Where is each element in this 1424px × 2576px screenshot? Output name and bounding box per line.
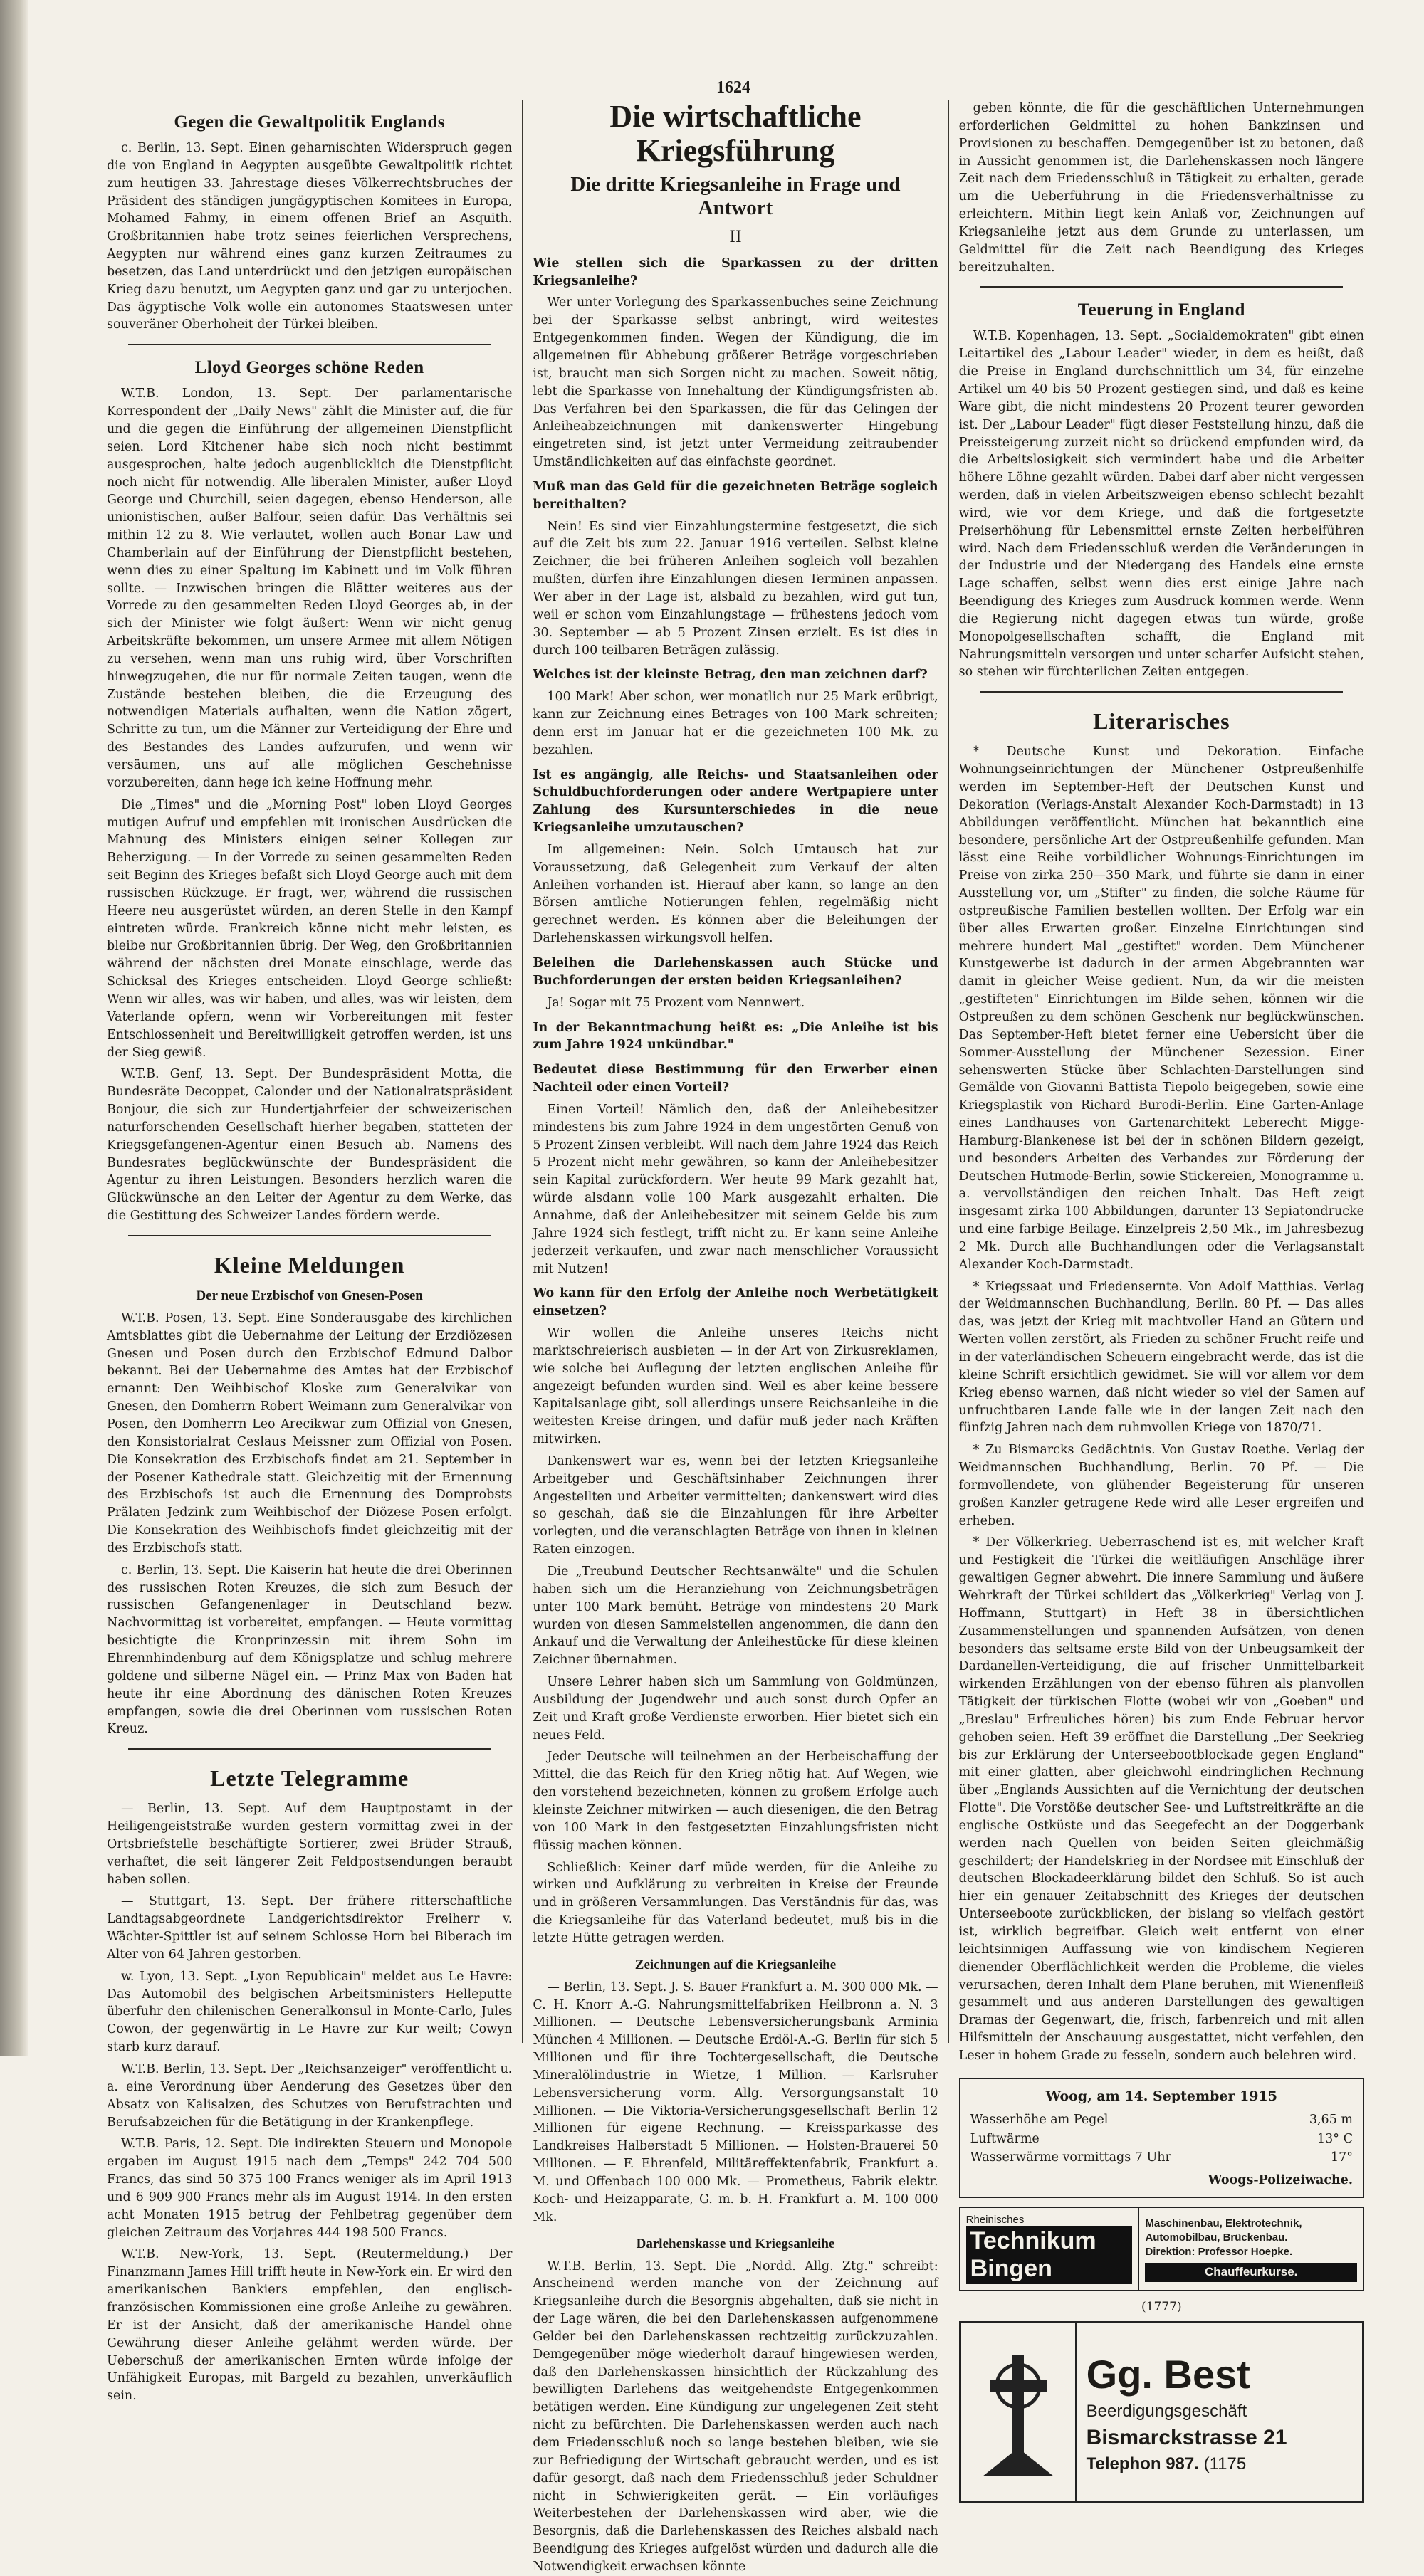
- heading-zeichnungen: Zeichnungen auf die Kriegsanleihe: [634, 1957, 837, 1972]
- answer: Unsere Lehrer haben sich um Sammlung von Goldmünzen, Ausbildung der Jugendwehr und auch sonst durch Opfer an Zeit und Kraft große Verdienste erworben. Hier bietet sich ein neues Feld.: [533, 1675, 938, 1742]
- woog-value: 13° C: [1317, 2131, 1353, 2146]
- review-kunst-dekoration: * Deutsche Kunst und Dekoration. Einfache Wohnungseinrichtungen der Münchener Ostpreußenhilfe werden im September-Heft der Deutschen Kunst und Dekoration (Verlags-Anstalt Alexander Koch-Darmstadt) in 13 Abbildungen veröffentlicht. München hat bekanntlich eine besondere, persönliche Art der Ostpreußenhilfe gefunden. Man lässt eine Reihe vorbildlicher Wohnungs-Einrichtungen im Preise von zirka 250—350 Mark, und führte sie dann in einer Ausstellung vor, um „Stifter" zu finden, die solche Räume für ostpreußische Familien bestellen wollten. Der Erfolg war ein über alles Erwarten großer. Einzelne Einrichtungen sind mehrere hundert Mal „gestiftet" worden. Dem Münchener Kunstgewerbe ist dadurch in der armen Abgebrannten war damit in gleicher Weise gedient. Nun, da wir die meisten „gestifteten" Einrichtungen im Bilde sehen, können wir die Ostpreußen zu dem schönen Geschenk nur beglückwünschen. Das September-Heft bietet ferner eine Uebersicht über die Sommer-Ausstellung der Münchener Sezession. Einer sehenswerten Stücke über Schlachten-Darstellungen sind Gemälde von Giovanni Battista Tiepolo beigegeben, sowie eine Kriegsplastik von Richard Burodi-Berlin. Eine Garten-Anlage eines Landhauses von Gartenarchitekt Leberecht Migge-Hamburg-Blankenese ist bei der in schönen Bildern gezeigt, und besonders Arbeiten des Verbandes zur Förderung der Deutschen Hutmode-Berlin, sowie Stickereien, Monogramme u. a. vervollständigen den reichen Inhalt. Das Heft zeigt insgesamt zirka 100 Abbildungen, darunter 13 Sepiatondrucke und eine farbige Beilage. Einzelpreis 2,50 Mk., im Jahresbezug 2 Mk. Durch alle Buchhandlungen oder die Verlagsanstalt Alexander Koch-Darmstadt.: [958, 745, 1364, 1272]
- article-lloyd-george-1: W.T.B. London, 13. Sept. Der parlamentarische Korrespondent der „Daily News" zählt die Minister auf, die für und die gegen die Einführung der allgemeinen Dienstpflicht seien. Lord Kitchener habe sich noch nicht bestimmt ausgesprochen, halte jedoch augenblicklich die Dienstpflicht noch nicht für notwendig. Alle liberalen Minister, außer Lloyd George und Churchill, seien dagegen, ebenso Henderson, alle unionistischen, außer Balfour, seien dafür. Das Verhältnis sei mithin 12 zu 8. Wie verlautet, wollen auch Bonar Law und Chamberlain auf der Einführung der Dienstpflicht bestehen, wenn dies zu einer Spaltung im Kabinett und im Volk führen sollte. — Inzwischen bringen die Blätter weiteres aus der Vorrede zu den gesammelten Reden Lloyd Georges ab, in der sich der Minister wie folgt äußert: Wenn wir nicht genug Arbeitskräfte bekommen, um unsere Armee mit allem Nötigen zu versehen, wenn man uns ruhig wird, über Vorschriften hinwegzugehen, die nur für normale Zeiten taugen, wenn die Zustände bestehen bleiben, die die Erzeugung des notwendigen Materials aufhalten, wenn die Nation zögert, Schritte zu tun, um die Männer zur Verteidigung der Ehre und des Bestandes des Landes aufzurufen, und wenn wir versäumen, uns auf alle möglichen Geschehnisse vorzubereiten, dann hege ich keine Hoffnung mehr.: [107, 387, 513, 790]
- telegram-paris: W.T.B. Paris, 12. Sept. Die indirekten Steuern und Monopole ergaben im August 1915 nach dem „Temps" 242 704 500 Francs, das sind 50 375 100 Francs weniger als im April 1913 und 6 909 900 Francs mehr als im August 1914. In den ersten acht Monaten 1915 betrug der Fehlbetrag gegenüber dem gleichen Zeitraum des Vorjahres 444 198 500 Francs.: [107, 2137, 513, 2240]
- woog-row: [970, 2148, 1353, 2167]
- review-kriegssaat: * Kriegssaat und Friedensernte. Von Adolf Matthias. Verlag der Weidmannschen Buchhandlung, Berlin. 80 Pf. — Das alles das, was jetzt der Krieg mit machtvoller Hand an Gütern und Werten vollen zerstört, als Frieden zu schöner Frucht reife und in der vaterländischen Scheuern eingebracht werde, das ist die kleine Schrift ersichtlich gewidmet. Sie will vor allem vor dem Krieg ebenso warnen, daß nicht wieder so viel der Samen auf unfruchtbaren Lande falle wie in der langen Zeit nach den fünfzig Jahren nach dem ruhmvollen Kriege von 1870/71.: [958, 1279, 1364, 1436]
- telegram-reichsanzeiger: W.T.B. Berlin, 13. Sept. Der „Reichsanzeiger" veröffentlicht u. a. eine Verordnung über Aenderung des Gesetzes über den Absatz von Kalisalzen, des Schutzes von Berufstrachten und Berufsabzeichen für die Betätigung in der Krankenpflege.: [107, 2062, 513, 2130]
- answer: Die „Treubund Deutscher Rechtsanwälte" und die Schulen haben sich um die Heranziehung von Zeichnungsbeträgen unter 100 Mark bemüht. Beträge von mindestens 20 Mark wurden von diesen Sammelstellen angenommen, die dann den Ankauf und die Verwaltung der Anleihestücke für diese kleinen Zeichner übernahmen.: [533, 1565, 938, 1668]
- review-bismarck: * Zu Bismarcks Gedächtnis. Von Gustav Roethe. Verlag der Weidmannschen Buchhandlung, Berlin. 70 Pf. — Die formvollendete, von glühender Begeisterung für unseren großen Kanzler getragene Rede wird alle Leser ergreifen und erheben.: [958, 1443, 1364, 1528]
- article-lloyd-george-2: Die „Times" und die „Morning Post" loben Lloyd Georges mutigen Aufruf und empfehlen mit ironischen Ausdrücken die Mahnung des Ministers einigen seiner Kollegen zur Beherzigung. — In der Vorrede zu seinen gesammelten Reden seit Beginn des Krieges befaßt sich Lloyd George auch mit dem russischen Rückzuge. Er fragt, wer, während die russischen Heere neu ausgerüstet würden, an deren Stelle in den Kampf eintreten würde. Frankreich könne nicht mehr leisten, es bleibe nur Großbritannien übrig. Der Weg, den Großbritannien während der nächsten drei Monate einschlage, werde das Schicksal des Krieges entscheiden. Lloyd George schließt: Wenn wir alles, was wir haben, und alles, was wir leisten, dem Vaterlande opfern, wenn wir Vorbereitungen mit fester Entschlossenheit und Bereitwilligkeit getroffen werden, ist uns der Sieg gewiß.: [107, 797, 513, 1060]
- woog-value: 17°: [1330, 2150, 1353, 2165]
- woog-label: Wasserwärme vormittags 7 Uhr: [970, 2150, 1171, 2165]
- review-voelkerkrieg: * Der Völkerkrieg. Ueberraschend ist es, mit welcher Kraft und Festigkeit die Türkei die weitläufigen Anschläge ihrer gewaltigen Gegner abwehrt. Die innere Sammlung und äußere Wehrkraft der Türkei schildert das „Völkerkrieg" Verlag von J. Hoffmann, Stuttgart) in Heft 38 in übersichtlichen Zusammenstellungen und spannenden Aufsätzen, von denen besonders das seltsame erste Bild von der Unbeugsamkeit der Dardanellen-Verteidigung, die auf frischer Unmittelbarkeit wirkenden Erzählungen von der ebenso führen als planvollen Tätigkeit der türkischen Flotte (wobei wir von „Goeben" und „Breslau" Erfreuliches hören) bis zum Ende Februar hervor gehoben seien. Heft 39 eröffnet die Darstellung „Der Seekrieg bis zur Erklärung der Unterseebootblockade gegen England" mit einer glatten, aber gleichwohl eindringlichen Rechnung über „Englands Aussichten auf die Vernichtung der deutschen Flotte". Die Vorstöße deutscher See- und Luftstreitkräfte an die englische Ostküste und das Seegefecht an der Doggerbank werden nach Quellen von beiden Seiten gleichmäßig geschildert; der Handelskrieg in der Nordsee mit Einschluß der deutschen Blockadeerklärung bildet den Schluß. So ist auch hier ein genauer Zeitabschnitt des Krieges der deutschen Unterseeboote zurückblicken, der bislang so vielfach gestört ist, wirklich begreifbar. Gleich weit entfernt von einer leichtsinnigen Auffassung wie von kindischem Negieren dienender Oberflächlichkeit werden die Probleme, die vieles verursachen, deren Inhalt dem Plane beruhen, mit Wienenfleiß gesammelt und aus anderen Darstellungen des gewaltigen Dramas der Gegenwart, die, frisch, farbenreich und mit allen Hilfsmitteln der Anschauung ausgestattet, nicht verfehlen, den Leser in hohem Grade zu fesseln, sondern auch belehren wird.: [958, 1535, 1364, 2063]
- heading-letzte-telegramme: Letzte Telegramme: [210, 1765, 409, 1792]
- telegram-stuttgart: — Stuttgart, 13. Sept. Der frühere ritterschaftliche Landtagsabgeordnete Landgerichtsdirektor Freiherr v. Wächter-Spittler ist auf seinem Schlosse Horn bei Biberach im Alter von 64 Jahren gestorben.: [107, 1894, 513, 1962]
- answer: Schließlich: Keiner darf müde werden, für die Anleihe zu wirken und Aufklärung zu verbreiten in Kreise der Freunde und in größeren Versammlungen. Das Verständnis für das, was die Kriegsanleihe für das Vaterland bedeutet, muß bis in die letzte Hütte getragen werden.: [533, 1860, 938, 1945]
- answer: Dankenswert war es, wenn bei der letzten Kriegsanleihe Arbeitgeber und Geschäftsinhaber Zeichnungen ihrer Angestellten und Arbeiter vermittelten; dankenswert wird dies so geschah, daß sie die Einzahlungen für ihre Arbeiter vorlegten, und die veranschlagten Beträge von ihnen in kleinen Raten einzogen.: [533, 1453, 938, 1557]
- article-teuerung: W.T.B. Kopenhagen, 13. Sept. „Socialdemokraten" gibt einen Leitartikel des „Labour Leader" wieder, in dem es heißt, daß die Preise in England durchschnittlich um 34, für einzelne Artikel um 40 bis 50 Prozent gestiegen sind, und daß es keine Ware gibt, die nicht mindestens 20 Prozent teurer geworden ist. Der „Labour Leader" fügt dieser Feststellung hinzu, daß die Preissteigerung zurzeit nicht so drückend empfunden wird, da die Arbeitslosigkeit sich vermindert habe und die Arbeiter höhere Löhne gezahlt würden. Dabei darf aber nicht vergessen werden, daß in vielen Arbeitszweigen ebenso schlecht bezahlt wird, wie vor dem Kriege, und daß die fortgesetzte Preiserhöhung für Lebensmittel ernste Zeiten herbeiführen wird. Nach dem Friedensschluß werden die Veränderungen in der Industrie und der Niedergang des Handels eine ernste Lage schaffen, selbst wenn dies erst einige Jahre nach Beendigung des Krieges zum Ausdruck kommen werde. Wenn die Regierung nicht dagegen etwas tun würde, große Monopolgesellschaften schafft, die England mit Nahrungsmitteln versorgen und unter scharfer Aufsicht stehen, so stehen wir fürchterlichen Zeiten entgegen.: [958, 329, 1364, 680]
- article-kaiserin: c. Berlin, 13. Sept. Die Kaiserin hat heute die drei Oberinnen des russischen Roten Kreuzes, die sich zum Besuch der russischen Gefangenenlager in Deutschland bezw. Nachvormittag ist vorbereitet, empfangen. — Heute vormittag besichtigte die Kronprinzessin mit ihrem Sohn im Ehrennhindenburg auf dem Königsplatze und schlug mehrere goldene und silberne Nägel ein. — Prinz Max von Baden hat heute ihr eine Abordnung des dänischen Roten Kreuzes empfangen, sowie die drei Oberinnen vom russischen Roten Kreuz.: [107, 1562, 513, 1737]
- answer: Wer unter Vorlegung des Sparkassenbuches seine Zeichnung bei der Sparkasse selbst anbringt, wird weitestes Entgegenkommen finden. Wegen der Kündigung, die im allgemeinen für Abhebung größerer Beträge vorgeschrieben ist, braucht man sich Sorgen nicht zu machen. Soweit nötig, lebt die Sparkasse von Innehaltung der Kündigungsfristen ab. Das Verfahren bei den Sparkassen, die für das Gelingen der Anleiheabzeichnungen mit dankenswerter Hingebung eingetreten sind, ist jetzt unter Vermeidung zeitraubender Umständlichkeiten auf das einfachste geordnet.: [533, 295, 938, 470]
- ad-best-firm: Gg. Best: [1086, 2351, 1250, 2397]
- question: Wie stellen sich die Sparkassen zu der dritten Kriegsanleihe?: [533, 256, 938, 288]
- ad-best-number: (1175: [1203, 2454, 1247, 2474]
- telegram-new-york: W.T.B. New-York, 13. Sept. (Reutermeldung.) Der Finanzmann James Hill trifft heute in New-York ein. Er wird den amerikanischen Bankiers empfehlen, den englisch-französischen Kommissionen eine große Anleihe zu gewähren. Er ist der Ansicht, daß der amerikanische Handel ohne Gewährung dieser Anleihe gelähmt werden würde. Der Ueberschuß der amerikanischen Ernten würde infolge der Unfähigkeit Europas, mit Bargeld zu bezahlen, unverkäuflich sein.: [107, 2247, 513, 2404]
- article-zeichnungen: — Berlin, 13. Sept. J. S. Bauer Frankfurt a. M. 300 000 Mk. — C. H. Knorr A.-G. Nahrungsmittelfabriken Heilbronn a. N. 3 Millionen. — Deutsche Lebensversicherungsbank Arminia München 4 Millionen. — Deutsche Erdöl-A.-G. Berlin für sich 5 Millionen und für ihre Tochtergesellschaft, die Deutsche Mineralölindustrie in Wietze, 1 Million. — Karlsruher Lebensversicherung vorm. Allg. Versorgungsanstalt 10 Millionen. — Die Viktoria-Versicherungsgesellschaft Berlin 12 Millionen für eigene Rechnung. — Kreissparkasse des Landkreises Halberstadt 5 Millionen. — Holsten-Brauerei 50 Millionen. — F. Ehrenfeld, Militäreffektenfabrik, Frankfurt a. M. und Offenbach 100 000 Mk. — Prometheus, Fabrik elektr. Koch- und Heizapparate, G. m. b. H. Frankfurt a. M. 100 000 Mk.: [533, 1980, 938, 2224]
- article-genf: W.T.B. Genf, 13. Sept. Der Bundespräsident Motta, die Bundesräte Decoppet, Calonder und der Nationalratspräsident Bonjour, die sich zur Hundertjahrfeier der schweizerischen naturforschenden Gesellschaft hierher begaben, statteten der Kriegsgefangenen-Agentur einen Besuch ab. Namens des Bundesrates beglückwünschte der Bundespräsident die Agentur zu ihren Leistungen. Besonders herzlich waren die Glückwünsche an den Leiter der Agentur zu dem Werke, das die Gestittung des Schweizer Landes fördern werde.: [107, 1067, 513, 1224]
- telegram-lyon: w. Lyon, 13. Sept. „Lyon Republicain" meldet aus Le Havre: Das Automobil des belgischen Arbeitsministers Helleputte überfuhr den chilenischen Generalkonsul in Monte-Carlo, Jules Cowon, der gegenwärtig in Le Havre zur Kur weilt; Cowyn starb kurz darauf.: [107, 1969, 513, 2055]
- question: Wo kann für den Erfolg der Anleihe noch Werbetätigkeit einsetzen?: [533, 1286, 938, 1319]
- book-binding-edge: [0, 0, 28, 2056]
- divider: [980, 286, 1343, 288]
- ad-technikum-name: Technikum Bingen: [966, 2226, 1133, 2284]
- question: Muß man das Geld für die gezeichneten Beträge sogleich bereithalten?: [533, 479, 938, 512]
- divider: [128, 1748, 491, 1750]
- woog-heading: Woog, am 14. September 1915: [1045, 2088, 1277, 2104]
- divider: [980, 691, 1343, 693]
- ad-technikum-bar: Chauffeurkurse.: [1145, 2263, 1357, 2282]
- ad-best-phone-text: Telephon 987.: [1086, 2454, 1199, 2474]
- answer: Im allgemeinen: Nein. Solch Umtausch hat zur Voraussetzung, daß Gelegenheit zum Verkauf der alten Anleihen vorhanden ist. Hierauf aber kann, so lange an den Börsen amtliche Notierungen fehlen, regelmäßig nicht gerechnet werden. Es können aber die Beleihungen der Darlehenskassen wirkungsvoll helfen.: [533, 842, 938, 946]
- main-headline: [533, 100, 938, 220]
- telegram-berlin-post: — Berlin, 13. Sept. Auf dem Hauptpostamt in der Heiligengeiststraße wurden gestern vormittag zwei in der Ortsbriefstelle beschäftigte Sortierer, zwei Brüder Strauß, verhaftet, die seit längerer Zeit Feldpostsendungen beraubt haben sollen.: [107, 1802, 513, 1887]
- ad-technikum-name-block: [960, 2208, 1140, 2290]
- answer: Ja! Sogar mit 75 Prozent vom Nennwert.: [547, 995, 805, 1010]
- woog-label: Wasserhöhe am Pegel: [970, 2113, 1109, 2128]
- ad-technikum-line: Direktion: Professor Hoepke.: [1145, 2246, 1293, 2259]
- ad-technikum-line: Automobilbau, Brückenbau.: [1145, 2231, 1288, 2244]
- headline-title: Die wirtschaftliche Kriegsführung: [609, 99, 862, 169]
- answer: Einen Vorteil! Nämlich den, daß der Anleihebesitzer mindestens bis zum Jahre 1924 in dem ungestörten Genuß von 5 Prozent Zinsen verbleibt. Will nach dem Jahre 1924 das Reich 5 Prozent nicht mehr gewähren, so kann der Anleihebesitzer sein Kapital zurückfordern. Wer heute 99 Mark gezahlt hat, würde alsdann volle 100 Mark ausgezahlt erhalten. Die Annahme, daß der Anleihebesitzer mit seinem Gelde bis zum Jahre 1924 sich festlegt, trifft nicht zu. Er kann seine Anleihe jederzeit verkaufen, und zwar nach menschlicher Voraussicht mit Nutzen!: [533, 1102, 938, 1276]
- woog-footer: Woogs-Polizeiwache.: [1208, 2173, 1353, 2187]
- divider: [128, 1235, 491, 1236]
- woog-row: [970, 2130, 1353, 2148]
- ad-best-address: Bismarckstrasse 21: [1086, 2425, 1287, 2449]
- ad-technikum-prefix: Rheinisches: [965, 2214, 1025, 2227]
- question: Beleihen die Darlehenskassen auch Stücke und Buchforderungen der ersten beiden Kriegsanleihen?: [533, 956, 938, 988]
- question: Welches ist der kleinste Betrag, den man zeichnen darf?: [533, 668, 928, 683]
- part-number: II: [729, 228, 742, 246]
- answer: Wir wollen die Anleihe unseres Reichs nicht marktschreierisch ausbieten — in der Art von Zirkusreklamen, wie solche bei Auflegung der letzten englischen Anleihe für angezeigt befunden wurden sind. Weil es aber keine bessere Kapitalsanlage gibt, soll allerdings unsere Reichsanleihe in die weitesten Kreise dringen, und dafür muß jeder nach Kräften mitwirken.: [533, 1326, 938, 1447]
- heading-literarisches: Literarisches: [1093, 708, 1230, 735]
- woog-value: 3,65 m: [1309, 2113, 1353, 2128]
- columns: [107, 99, 1374, 2574]
- column-middle: [523, 99, 948, 2574]
- ad-best-text: [1077, 2323, 1362, 2501]
- heading-teuerung: Teuerung in England: [1077, 300, 1245, 320]
- divider: [128, 344, 491, 345]
- ad-technikum-details: [1139, 2208, 1363, 2290]
- ad-best-phone: [1087, 2454, 1352, 2474]
- question: Ist es angängig, alle Reichs- und Staatsanleihen oder Schuldbuchforderungen oder andere Wertpapiere unter Zahlung des Kursunterschiedes in die neue Kriegsanleihe umzutauschen?: [533, 767, 938, 836]
- article-darlehenskasse: W.T.B. Berlin, 13. Sept. Die „Nordd. Allg. Ztg." schreibt: Anscheinend werden manche von der Zeichnung auf Kriegsanleihe durch die Besorgnis abgehalten, daß sie nicht in der Lage wären, die bei den Darlehenskassen aufgenommene Gelder bei den Darlehenskassen rechtzeitig zurückzuzahlen. Demgegenüber möge wiederholt darauf hingewiesen werden, daß den Darlehenskassen hinsichtlich der Rückzahlung des bewilligten Darlehens das weitgehendste Entgegenkommen betätigen werden. Eine Kündigung zur ungelegenen Zeit steht nicht zu befürchten. Die Darlehenskassen werden auch nach dem Friedensschluß noch so lange bestehen bleiben, wie sie zur Befriedigung der Wirtschaft gebraucht werden, und es ist dafür gesorgt, daß nach dem Friedensschluß jeder Schuldner nicht in Schwierigkeiten gerät. — Ein vorläufiges Weiterbestehen der Darlehenskassen wird aber, wie die Besorgnis, daß die Darlehenskassen des Reiches alsbald nach Beendigung des Krieges aufgelöst würden und dadurch alle die Notwendigkeit erwachsen könnte: [533, 2259, 938, 2574]
- heading-kleine-meldungen: Kleine Meldungen: [214, 1251, 405, 1278]
- question: Bedeutet diese Bestimmung für den Erwerber einen Nachteil oder einen Vorteil?: [533, 1063, 938, 1095]
- article-darlehenskasse-continued: geben könnte, die für die geschäftlichen Unternehmungen erforderlichen Geldmittel zu hohen Bankzinsen und Provisionen zu beschaffen. Demgegenüber ist zu betonen, daß in Aussicht genommen ist, die Darlehenskassen noch längere Zeit nach dem Friedensschluß in Tätigkeit zu erhalten, gerade um die Ueberführung in die Friedensverhältnisse zu erleichtern. Mithin liegt kein Anlaß vor, Zeichnungen auf Kriegsanleihe jetzt aus dem Grunde zu unterlassen, um Geldmittel für die Zeit nach Beendigung des Krieges bereitzuhalten.: [958, 101, 1364, 275]
- article-posen: W.T.B. Posen, 13. Sept. Eine Sonderausgabe des kirchlichen Amtsblattes gibt die Uebernahme der Leitung der Erzdiözesen Gnesen und Posen durch den Erzbischof Edmund Dalbor bekannt. Bei der Uebernahme des Amtes hat der Erzbischof ernannt: Den Weihbischof Kloske zum Generalvikar von Gnesen, den Domherrn Robert Weimann zum Generalvikar von Posen, den Domherrn Leo Arecikwar zum Offizial von Gnesen, den Konsistorialrat Ceslaus Meissner zum Offizial von Posen. Die Konsekration des Erzbischofs findet am 21. September in der Posener Kathedrale statt. Gleichzeitig mit der Ernennung des Erzbischofs ist auch die Ernennung des Domprobsts Prälaten Jedzink zum Weihbischof der Diözese Posen erfolgt. Die Konsekration des Weihbischofs findet gleichzeitig mit der des Erzbischofs statt.: [107, 1310, 513, 1555]
- ad-best-business: Beerdigungsgeschäft: [1086, 2401, 1247, 2421]
- woog-row: [970, 2110, 1353, 2129]
- ad-technikum-line: Maschinenbau, Elektrotechnik,: [1145, 2217, 1302, 2229]
- heading-lloyd-george: Lloyd Georges schöne Reden: [194, 358, 424, 378]
- answer: 100 Mark! Aber schon, wer monatlich nur 25 Mark erübrigt, kann zur Zeichnung eines Betrages von 100 Mark schreiten; denn erst im Januar hat er die gezeichneten 100 Mk. zu bezahlen.: [533, 690, 938, 757]
- column-left: [107, 100, 523, 2404]
- ad-number: (1777): [1141, 2300, 1182, 2315]
- answer: Jeder Deutsche will teilnehmen an der Herbeischaffung der Mittel, die das Reich für den Krieg nötig hat. Auf Wegen, wie den vorstehend bezeichneten, können zu großem Erfolge auch kleinste Zeichner mitwirken — auch diesenigen, die den Betrag von 100 Mark in den festgesetzten Einzahlungsfristen nicht flüssig machen können.: [533, 1750, 938, 1853]
- answer: Nein! Es sind vier Einzahlungstermine festgesetzt, die sich auf die Zeit bis zum 22. Januar 1916 verteilen. Selbst kleine Zeichner, die bei früheren Anleihen sogleich voll bezahlen mußten, dürfen ihre Einzahlungen diesen Terminen anpassen. Wer aber in der Lage ist, alsbald zu bezahlen, wird gut tun, weil er schon vom Einzahlungstage — frühestens jedoch vom 30. September — ab 5 Prozent Zinsen erzielt. Es ist dies in durch 100 teilbaren Beträgen zulässig.: [533, 519, 938, 658]
- woog-label: Luftwärme: [970, 2131, 1040, 2146]
- heading-gewaltpolitik: Gegen die Gewaltpolitik Englands: [174, 112, 445, 132]
- cross-emblem-icon: [961, 2323, 1077, 2501]
- heading-erzbischof: Der neue Erzbischof von Gnesen-Posen: [196, 1288, 423, 1303]
- article-gewaltpolitik: c. Berlin, 13. Sept. Einen geharnischten Widerspruch gegen die von England in Aegypten ausgeübte Gewaltpolitik richtet zum heutigen 33. Jahrestage dieses Völkerrechtsbruches der Präsident des ständigen jungägyptischen Komitees in Europa, Mohamed Fahmy, in einem offenen Brief an Asquith. Großbritannien habe trotz seines feierlichen Versprechens, Aegypten nur während eines ganz kurzen Zeitraumes zu besetzen, das Land unterdrückt und den jetzigen europäischen Krieg dazu benutzt, um Aegypten ganz und gar zu unterjochen. Das ägyptische Volk wolle ein autonomes Staatswesen unter souveräner Oberhoheit der Türkei bleiben.: [107, 141, 513, 332]
- woog-water-report: [959, 2078, 1364, 2199]
- headline-subtitle: Die dritte Kriegsanleihe in Frage und Antwort: [570, 172, 901, 219]
- column-right: [949, 100, 1374, 2474]
- advertisement-best: [959, 2321, 1364, 2503]
- page-number: 1624: [716, 78, 750, 97]
- heading-darlehenskasse: Darlehenskasse und Kriegsanleihe: [636, 2236, 835, 2251]
- question: In der Bekanntmachung heißt es: „Die Anleihe ist bis zum Jahre 1924 unkündbar.": [533, 1020, 938, 1053]
- advertisement-technikum: [959, 2207, 1364, 2291]
